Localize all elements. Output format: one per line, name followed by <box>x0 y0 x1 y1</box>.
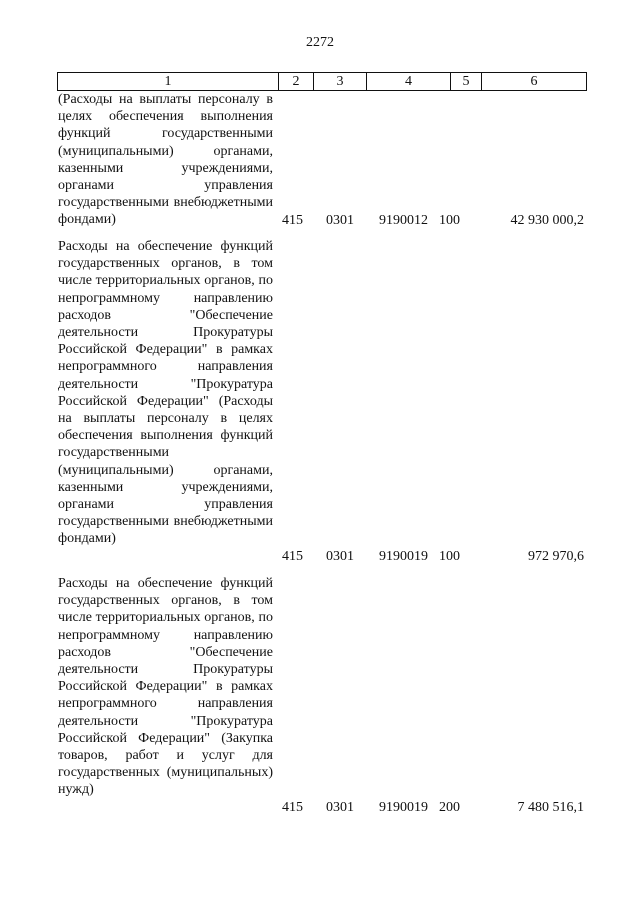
row-section: 0301 <box>326 800 354 815</box>
row-type: 100 <box>439 549 460 564</box>
row-section: 0301 <box>326 549 354 564</box>
row-description: Расходы на обеспечение функций государственных органов, в том числе территориальных органов, по непрограммному направлению расходов "Обеспечение деятельности Прокуратуры Российской Федерации" в рамках непрограммного направления деятельности "Прокуратура Российской Федерации" (Расходы на выплаты персоналу в целях обеспечения выполнения функций государственными (муниципальными) органами, казенными учреждениями, органами управления государственными внебюджетными фондами) <box>58 239 273 547</box>
header-row <box>58 73 587 91</box>
row-code: 415 <box>282 549 303 564</box>
row-amount: 7 480 516,1 <box>517 800 584 815</box>
column-header-1: 1 <box>58 73 279 91</box>
row-code: 415 <box>282 213 303 228</box>
row-description: (Расходы на выплаты персоналу в целях обеспечения выполнения функций государственными (муниципальными) органами, казенными учреждениями, органами управления государственными внебюджетными фондами) <box>58 92 273 228</box>
row-type: 100 <box>439 213 460 228</box>
row-target: 9190012 <box>379 213 428 228</box>
row-type: 200 <box>439 800 460 815</box>
column-header-6: 6 <box>482 73 587 91</box>
row-code: 415 <box>282 800 303 815</box>
row-target: 9190019 <box>379 549 428 564</box>
column-header-4: 4 <box>367 73 451 91</box>
table-header <box>57 72 587 91</box>
column-header-5: 5 <box>451 73 482 91</box>
page-number: 2272 <box>306 35 334 50</box>
row-amount: 42 930 000,2 <box>510 213 584 228</box>
column-header-2: 2 <box>279 73 314 91</box>
row-description: Расходы на обеспечение функций государственных органов, в том числе территориальных органов, по непрограммному направлению расходов "Обеспечение деятельности Прокуратуры Российской Федерации" в рамках непрограммного направления деятельности "Прокуратура Российской Федерации" (Закупка товаров, работ и услуг для государственных (муниципальных) нужд) <box>58 576 273 798</box>
row-target: 9190019 <box>379 800 428 815</box>
column-header-3: 3 <box>314 73 367 91</box>
row-section: 0301 <box>326 213 354 228</box>
row-amount: 972 970,6 <box>528 549 584 564</box>
